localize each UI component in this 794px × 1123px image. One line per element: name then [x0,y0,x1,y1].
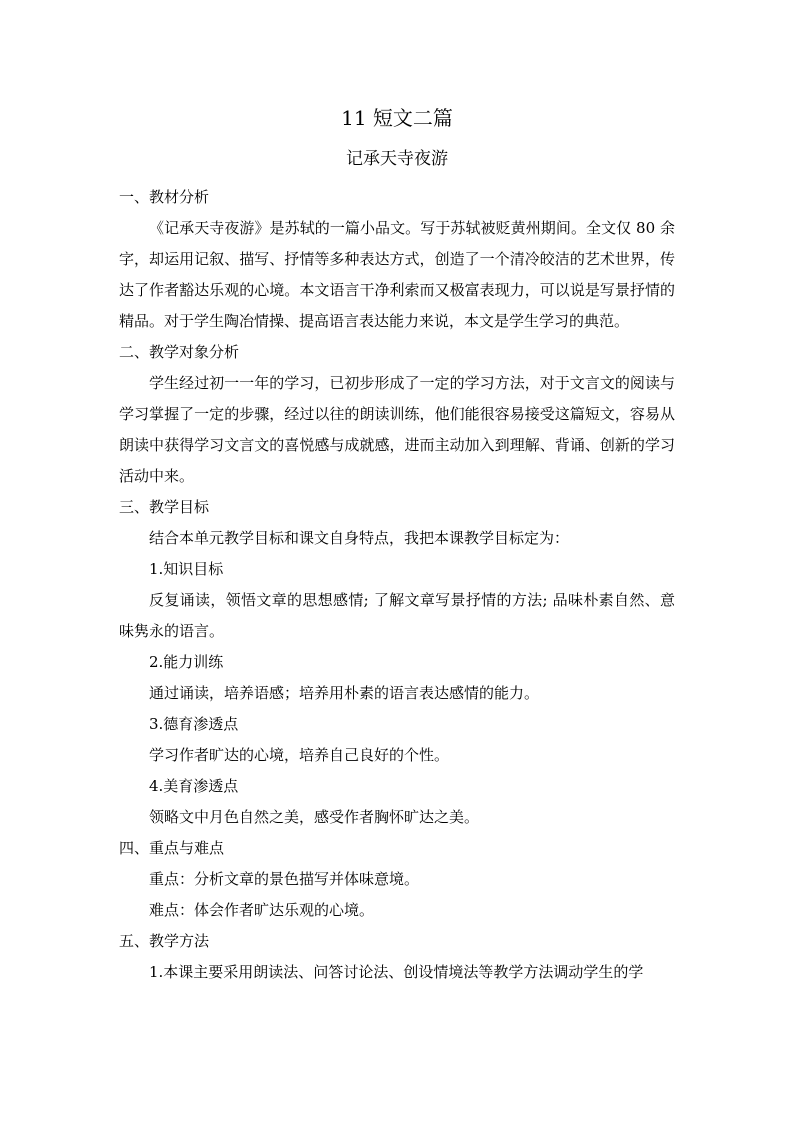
goal-aesthetic-title: 4.美育渗透点 [149,777,239,795]
goal-ability-title: 2.能力训练 [149,653,224,671]
paragraph-student-analysis: 学生经过初一一年的学习，已初步形成了一定的学习方法，对于文言文的阅读与学习掌握了一定的步骤，经过以往的朗读训练，他们能很容易接受这篇短文，容易从朗读中获得学习文言文的喜悦感与成就感，进而主动加入到理解、背诵、创新的学习活动中来。 [119,374,675,485]
section-heading-teaching-methods: 五、教学方法 [119,932,210,950]
goal-aesthetic-text: 领略文中月色自然之美，感受作者胸怀旷达之美。 [149,808,480,826]
section-heading-student-analysis: 二、教学对象分析 [119,343,240,361]
page-subtitle: 记承天寺夜游 [346,149,448,169]
goal-knowledge-title: 1.知识目标 [149,560,224,578]
document-body [119,182,675,988]
goal-knowledge-text: 反复诵读，领悟文章的思想感情; 了解文章写景抒情的方法; 品味朴素自然、意味隽永的语言。 [119,591,675,640]
goal-moral-text: 学习作者旷达的心境，培养自己良好的个性。 [149,746,450,764]
goals-intro: 结合本单元教学目标和课文自身特点，我把本课教学目标定为： [149,529,570,547]
difficult-point: 难点：体会作者旷达乐观的心境。 [149,901,375,919]
key-point: 重点：分析文章的景色描写并体味意境。 [149,870,420,888]
section-heading-teaching-goals: 三、教学目标 [119,498,210,516]
teaching-method-1: 1.本课主要采用朗读法、问答讨论法、创设情境法等教学方法调动学生的学 [149,963,644,981]
section-heading-textbook-analysis: 一、教材分析 [119,188,210,206]
goal-moral-title: 3.德育渗透点 [149,715,239,733]
goal-ability-text: 通过诵读，培养语感；培养用朴素的语言表达感情的能力。 [149,684,540,702]
paragraph-textbook-analysis: 《记承天寺夜游》是苏轼的一篇小品文。写于苏轼被贬黄州期间。全文仅 80 余字，却运用记叙、描写、抒情等多种表达方式，创造了一个清冷皎洁的艺术世界，传达了作者豁达乐观的心境。本文语言干净利索而又极富表现力，可以说是写景抒情的精品。对于学生陶冶情操、提高语言表达能力来说，本文是学生学习的典范。 [119,219,675,330]
section-heading-key-points: 四、重点与难点 [119,839,225,857]
page-title: 11 短文二篇 [341,106,453,130]
